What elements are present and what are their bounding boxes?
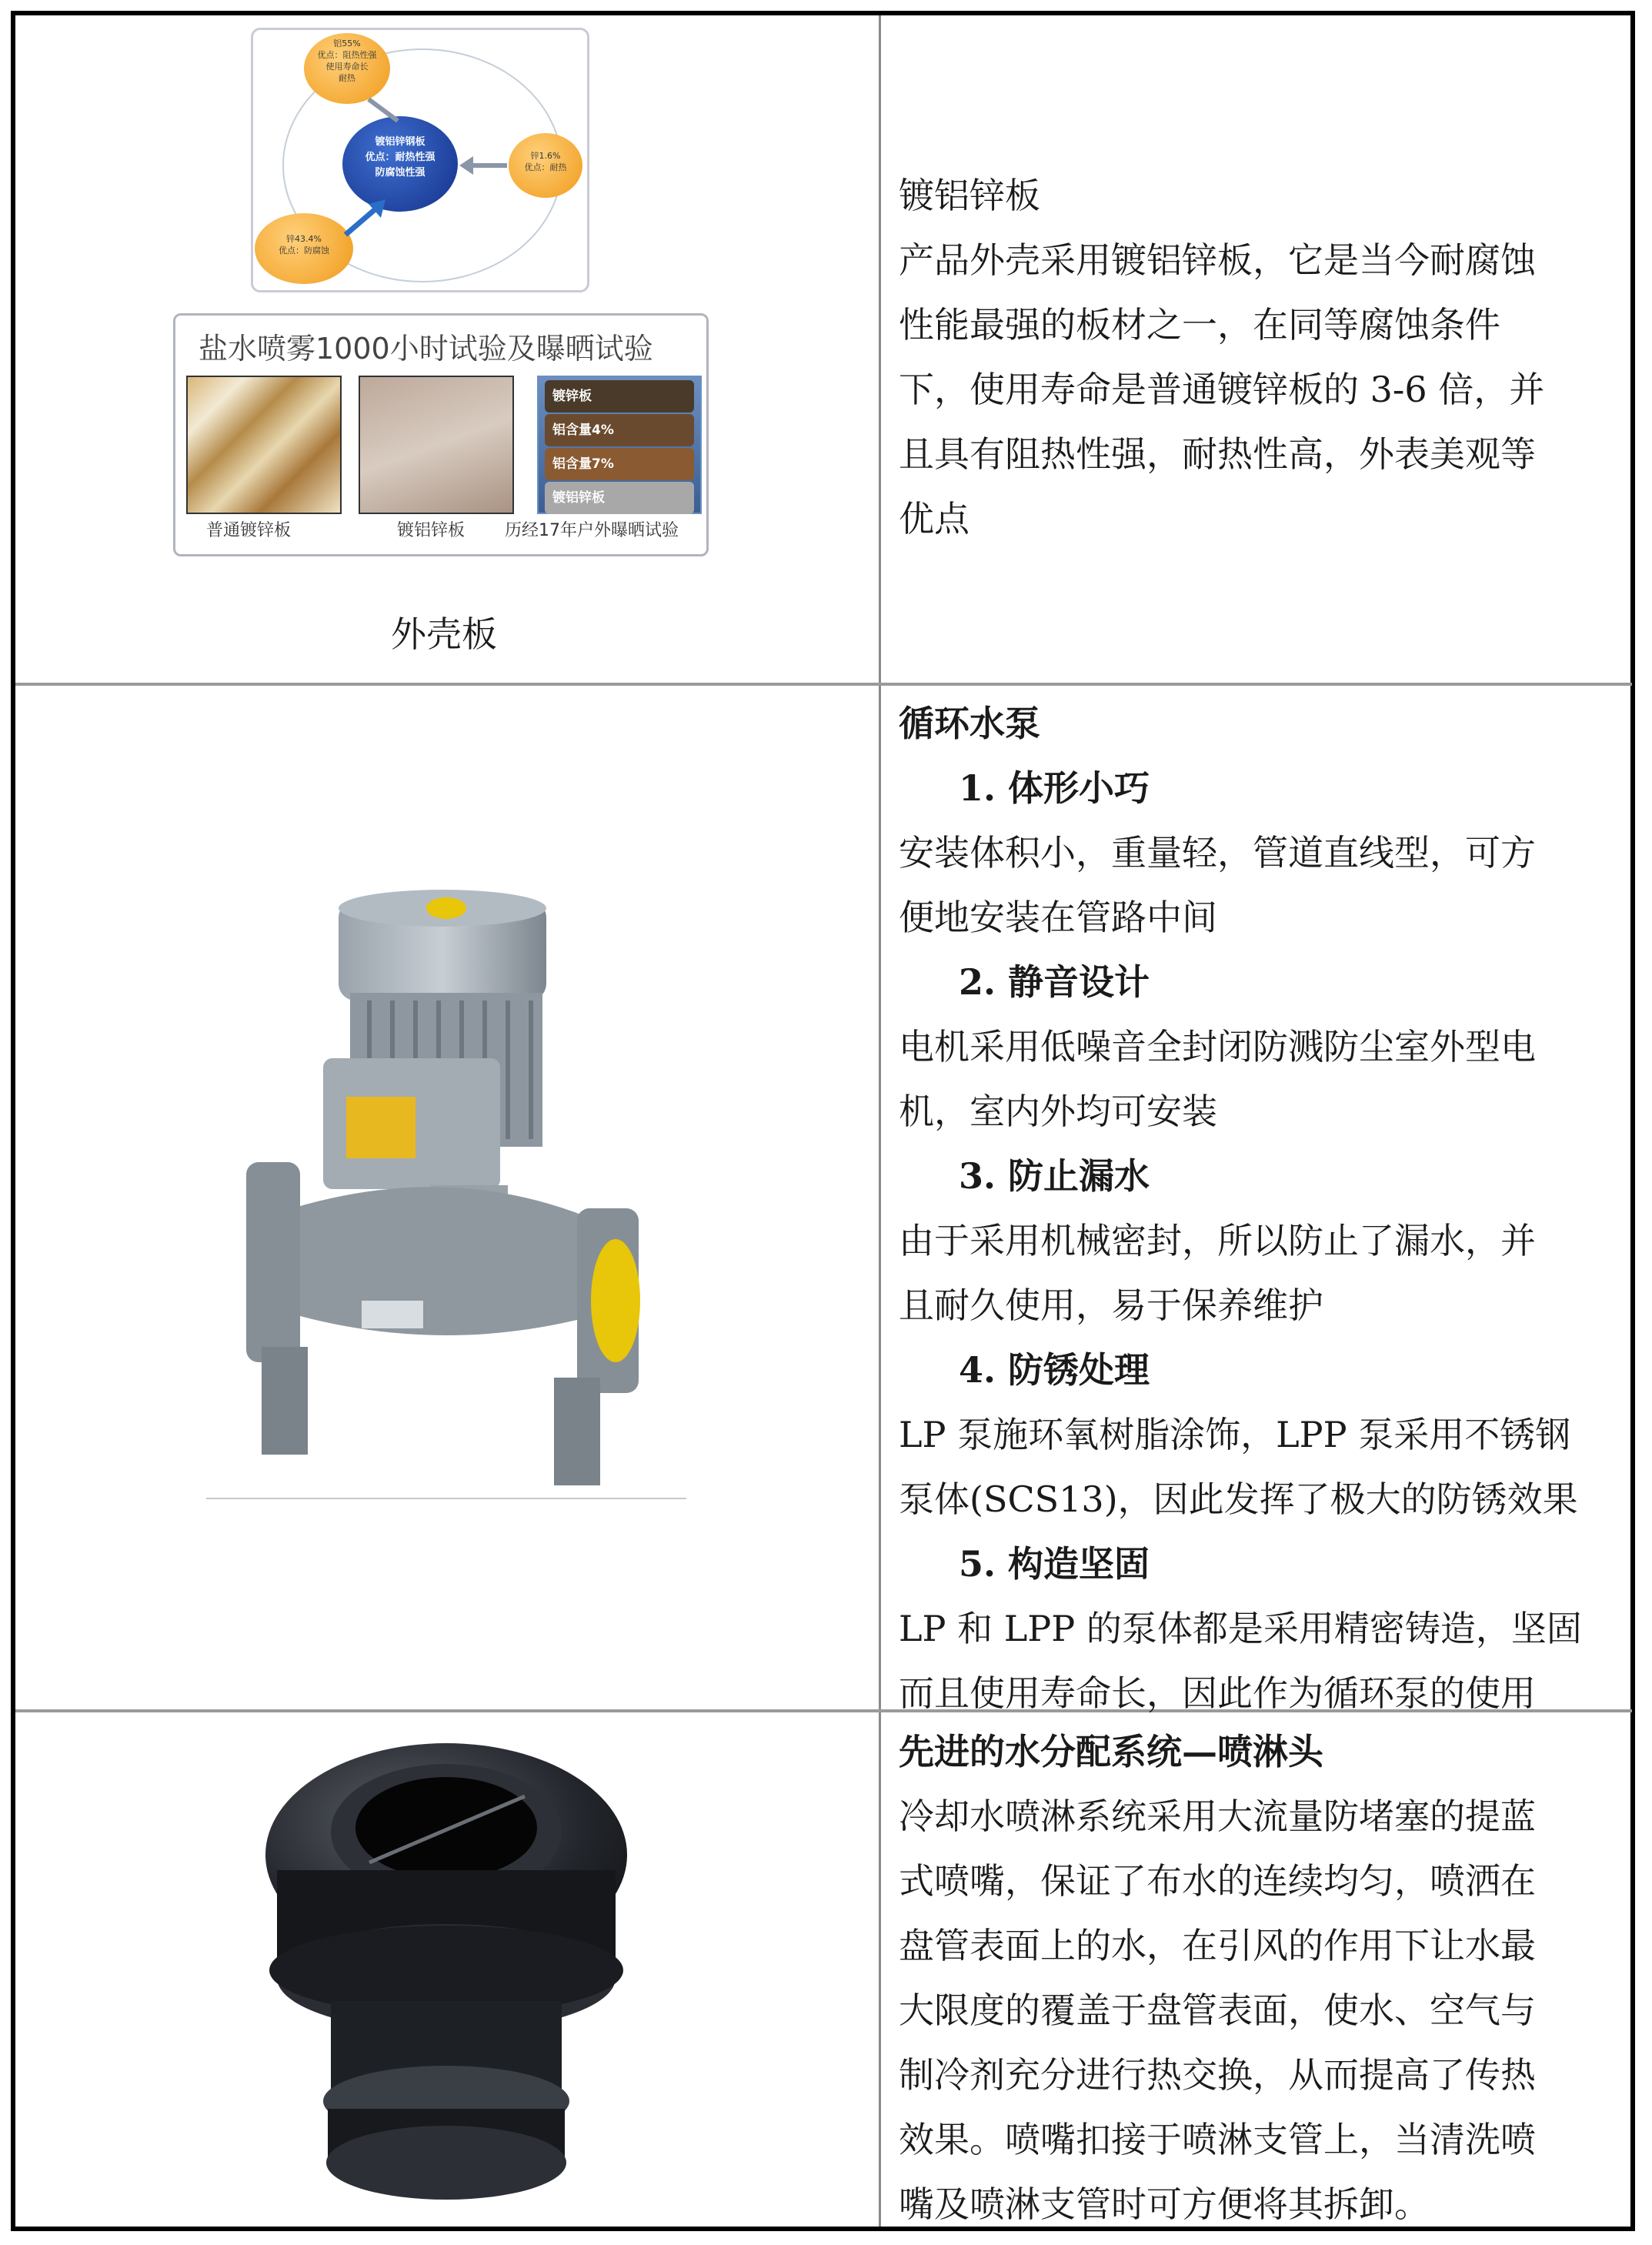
paragraph-line: 式喷嘴，保证了布水的连续均匀，喷洒在: [899, 1860, 1536, 1902]
circulation-pump-image: [223, 885, 669, 1493]
layer-label: 铝含量7%: [545, 448, 694, 480]
paragraph-line: 大限度的覆盖于盘管表面，使水、空气与: [899, 1989, 1536, 2031]
spray-nozzle-image: [254, 1739, 639, 2217]
paragraph-line: 优点: [899, 498, 970, 540]
paragraph-line: LP 泵施环氧树脂涂饰，LPP 泵采用不锈钢: [899, 1414, 1571, 1455]
figure-caption: 外壳板: [391, 613, 497, 655]
paragraph-line: 且具有阻热性强，耐热性高，外表美观等: [899, 433, 1536, 475]
paragraph-line: 性能最强的板材之一，在同等腐蚀条件: [899, 304, 1500, 346]
paragraph-line: 电机采用低噪音全封闭防溅防尘室外型电: [899, 1026, 1536, 1067]
feature-title: 2. 静音设计: [959, 961, 1150, 1003]
image-underline: [206, 1498, 686, 1499]
feature-title: 4. 防锈处理: [959, 1349, 1150, 1391]
paragraph-line: 效果。喷嘴扣接于喷淋支管上，当清洗喷: [899, 2119, 1536, 2160]
paragraph-line: 而且使用寿命长，因此作为循环泵的使用: [899, 1672, 1536, 1714]
pump-description: [899, 691, 1614, 1726]
galvalume-center-bubble: 镀铝锌钢板 优点：耐热性强 防腐蚀性强: [342, 116, 458, 212]
salt-spray-test-figure: [173, 313, 709, 556]
silicon-bubble: 锌1.6% 优点：耐热: [509, 133, 582, 198]
section-heading: 镀铝锌板: [899, 175, 1040, 216]
paragraph-line: 下，使用寿命是普通镀锌板的 3-6 倍，并: [899, 369, 1545, 410]
section-heading: 循环水泵: [899, 703, 1040, 744]
paragraph-line: 由于采用机械密封，所以防止了漏水，并: [899, 1220, 1536, 1261]
paragraph-line: 盘管表面上的水，在引风的作用下让水最: [899, 1925, 1536, 1966]
paragraph-line: 机，室内外均可安装: [899, 1091, 1217, 1132]
alloy-composition-diagram: [251, 28, 589, 292]
sample-caption: 历经17年户外曝晒试验: [505, 521, 679, 540]
diagram-arrows: [253, 30, 587, 290]
section-heading: 先进的水分配系统—喷淋头: [899, 1731, 1323, 1772]
galvalume-sample-image: [359, 376, 514, 514]
paragraph-line: 产品外壳采用镀铝锌板，它是当今耐腐蚀: [899, 239, 1536, 281]
galvalume-description: [899, 163, 1614, 551]
feature-title: 1. 体形小巧: [959, 767, 1150, 809]
zinc-bubble: 锌43.4% 优点：防腐蚀: [255, 213, 353, 284]
row-divider-1: [15, 683, 1632, 686]
layer-label: 镀铝锌板: [545, 482, 694, 514]
sample-caption: 镀铝锌板: [397, 521, 466, 540]
paragraph-line: LP 和 LPP 的泵体都是采用精密铸造，坚固: [899, 1608, 1582, 1649]
paragraph-line: 嘴及喷淋支管时可方便将其拆卸。: [899, 2183, 1430, 2225]
paragraph-line: 冷却水喷淋系统采用大流量防堵塞的提蓝: [899, 1796, 1536, 1837]
galvanized-sample-image: [186, 376, 342, 514]
nozzle-description: [899, 1719, 1614, 2237]
aluminum-bubble: 铝55% 优点：阻热性强 使用寿命长 耐热: [304, 33, 390, 104]
layer-label: 镀锌板: [545, 380, 694, 413]
feature-title: 3. 防止漏水: [959, 1155, 1150, 1197]
feature-title: 5. 构造坚固: [959, 1543, 1150, 1585]
paragraph-line: 泵体(SCS13)，因此发挥了极大的防锈效果: [899, 1478, 1578, 1520]
column-divider: [879, 15, 881, 2227]
layer-label: 铝含量4%: [545, 414, 694, 446]
paragraph-line: 且耐久使用，易于保养维护: [899, 1285, 1323, 1326]
sample-caption: 普通镀锌板: [206, 521, 292, 540]
paragraph-line: 制冷剂充分进行热交换，从而提高了传热: [899, 2054, 1536, 2096]
paragraph-line: 便地安装在管路中间: [899, 897, 1217, 938]
salt-test-title: 盐水喷雾1000小时试验及曝晒试验: [199, 332, 653, 366]
paragraph-line: 安装体积小，重量轻，管道直线型，可方: [899, 832, 1536, 874]
exposure-test-image: [537, 376, 702, 514]
